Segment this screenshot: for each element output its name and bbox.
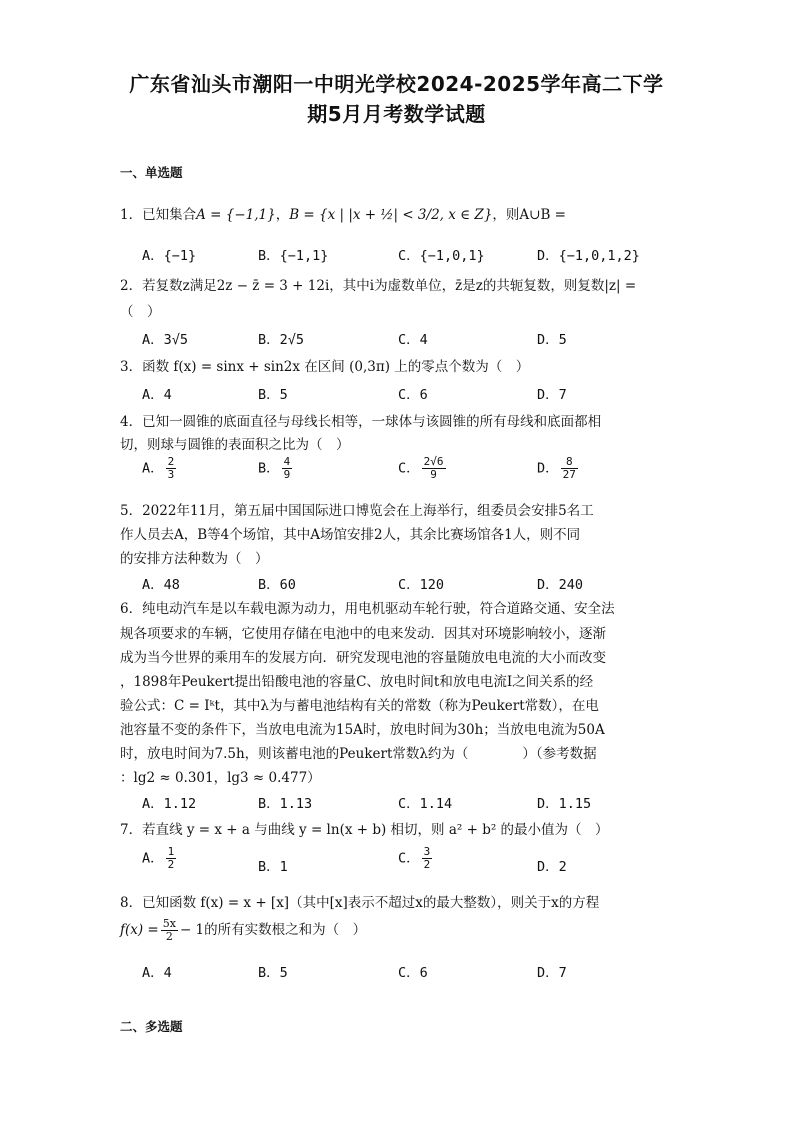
q6-option-b[interactable]: B．1.13 [258,796,313,812]
q3-option-b[interactable]: B．5 [258,387,288,403]
q7-option-d[interactable]: D．2 [537,859,567,875]
question-6-line2: 规各项要求的车辆，它使用存储在电池中的电来发动．因其对环境影响较小，逐渐 [120,626,606,642]
question-1: 1．已知集合A = {−1,1}，B = {x | |x + ½| < 3/2, x ∈ Z}，则A∪B = [120,207,566,223]
q2-option-d[interactable]: D．5 [537,332,567,348]
q2-option-c[interactable]: C．4 [398,332,428,348]
q8-option-a[interactable]: A．4 [142,965,172,981]
q4-option-b[interactable] [258,456,294,481]
q1-option-d[interactable]: D．{−1,0,1,2} [537,248,640,264]
q4-option-a-fraction [166,456,177,481]
question-5-line3: 的安排方法种数为（ ） [120,551,269,567]
q4-option-b-fraction [282,456,293,481]
q6-option-d[interactable]: D．1.15 [537,796,592,812]
question-4-line2: 切，则球与圆锥的表面积之比为（ ） [120,437,350,453]
question-5-line2: 作人员去A，B等4个场馆，其中A场馆安排2人，其余比赛场馆各1人，则不同 [120,527,581,543]
question-6-line7: 时，放电时间为7.5h，则该蓄电池的Peukert常数λ约为（ ）（参考数据 [120,746,597,762]
q7-option-c[interactable] [398,846,434,871]
exam-title-line2: 期5月月考数学试题 [307,102,486,126]
q3-option-a[interactable]: A．4 [142,387,172,403]
fraction-denominator: 2 [423,858,431,872]
fraction-numerator: 5x [162,917,176,930]
q5-option-d[interactable]: D．240 [537,577,584,593]
q3-option-d[interactable]: D．7 [537,387,567,403]
q7-option-a[interactable] [142,846,178,871]
q8-option-c[interactable]: C．6 [398,965,428,981]
q4-option-a[interactable] [142,456,178,481]
q8-option-d[interactable]: D．7 [537,965,567,981]
question-6-line6: 池容量不变的条件下，当放电电流为15A时，放电时间为30h；当放电电流为50A [120,722,605,738]
question-6-line3: 成为当今世界的乘用车的发展方向．研究发现电池的容量随放电电流的大小而改变 [120,650,606,666]
q4-option-d-label: D． [537,460,559,477]
q1-set-b: B = {x | |x + ½| < 3/2, x ∈ Z} [289,207,493,223]
q8-equation-rest: − 1的所有实数根之和为（ ） [179,922,367,939]
fraction-denominator: 9 [283,468,291,482]
q7-option-c-label: C． [398,850,420,867]
question-2-line2: （ ） [120,304,161,320]
q1-option-a[interactable]: A．{−1} [142,248,197,264]
question-8-line2 [120,918,366,943]
q1-stem-start: 1．已知集合 [120,207,197,223]
fraction-numerator: 8 [561,456,578,469]
q7-option-c-fraction [422,846,433,871]
q4-option-b-label: B． [258,460,280,477]
q4-option-d-fraction [561,456,578,481]
section-single-choice: 一、单选题 [120,165,183,180]
q5-option-b[interactable]: B．60 [258,577,296,593]
q5-option-a[interactable]: A．48 [142,577,180,593]
question-6-line5: 验公式：C = Iᵏt，其中λ为与蓄电池结构有关的常数（称为Peukert常数），在电 [120,698,599,714]
fraction-numerator: 4 [283,455,291,468]
question-8-line1: 8．已知函数 f(x) = x + [x]（其中[x]表示不超过x的最大整数），则关于x的方程 [120,895,600,911]
q1-option-b[interactable]: B．{−1,1} [258,248,329,264]
question-2-line1: 2．若复数z满足2z − z̄ = 3 + 12i，其中i为虚数单位，z̄是z的共轭复数，则复数|z| = [120,278,637,294]
fraction-numerator: 1 [167,845,175,858]
q3-option-c[interactable]: C．6 [398,387,428,403]
fraction-denominator: 27 [562,468,576,482]
q2-option-b[interactable]: B．2√5 [258,332,305,348]
question-7: 7．若直线 y = x + a 与曲线 y = ln(x + b) 相切，则 a² + b² 的最小值为（ ） [120,822,609,838]
q4-option-c[interactable] [398,456,448,481]
q4-option-d[interactable] [537,456,580,481]
section-multi-choice: 二、多选题 [120,1019,183,1034]
fraction-denominator: 3 [167,468,175,482]
fraction-numerator: 3 [423,845,431,858]
q1-set-a: A = {−1,1} [196,207,276,223]
question-6-line1: 6．纯电动汽车是以车载电源为动力，用电机驱动车轮行驶，符合道路交通、安全法 [120,601,615,617]
q2-option-a[interactable]: A．3√5 [142,332,189,348]
q4-option-c-fraction [422,456,446,481]
q6-option-a[interactable]: A．1.12 [142,796,197,812]
question-5-line1: 5．2022年11月，第五届中国国际进口博览会在上海举行，组委员会安排5名工 [120,503,594,519]
q1-option-c[interactable]: C．{−1,0,1} [398,248,485,264]
q7-option-a-fraction [166,846,177,871]
fraction-denominator: 9 [430,468,437,482]
q4-option-c-label: C． [398,460,420,477]
q7-option-a-label: A． [142,850,164,867]
q7-option-b[interactable]: B．1 [258,859,288,875]
q8-equation-fraction [161,918,178,943]
question-6-line4: ，1898年Peukert提出铅酸电池的容量C、放电时间t和放电电流I之间关系的经 [120,674,594,690]
question-3: 3．函数 f(x) = sinx + sin2x 在区间 (0,3π) 上的零点个数为（ ） [120,359,530,375]
fraction-denominator: 2 [165,930,173,944]
q5-option-c[interactable]: C．120 [398,577,445,593]
q1-stem-end: ，则A∪B = [492,207,566,223]
q6-option-c[interactable]: C．1.14 [398,796,453,812]
fraction-numerator: 2√6 [423,455,444,468]
fraction-numerator: 2 [167,455,175,468]
q8-option-b[interactable]: B．5 [258,965,288,981]
q4-option-a-label: A． [142,460,164,477]
exam-title-line1: 广东省汕头市潮阳一中明光学校2024-2025学年高二下学 [129,72,664,96]
fraction-denominator: 2 [167,858,175,872]
q8-equation-lhs: f(x) = [120,922,159,939]
question-6-line8: ：lg2 ≈ 0.301，lg3 ≈ 0.477） [120,770,321,786]
question-4-line1: 4．已知一圆锥的底面直径与母线长相等，一球体与该圆锥的所有母线和底面都相 [120,414,602,430]
